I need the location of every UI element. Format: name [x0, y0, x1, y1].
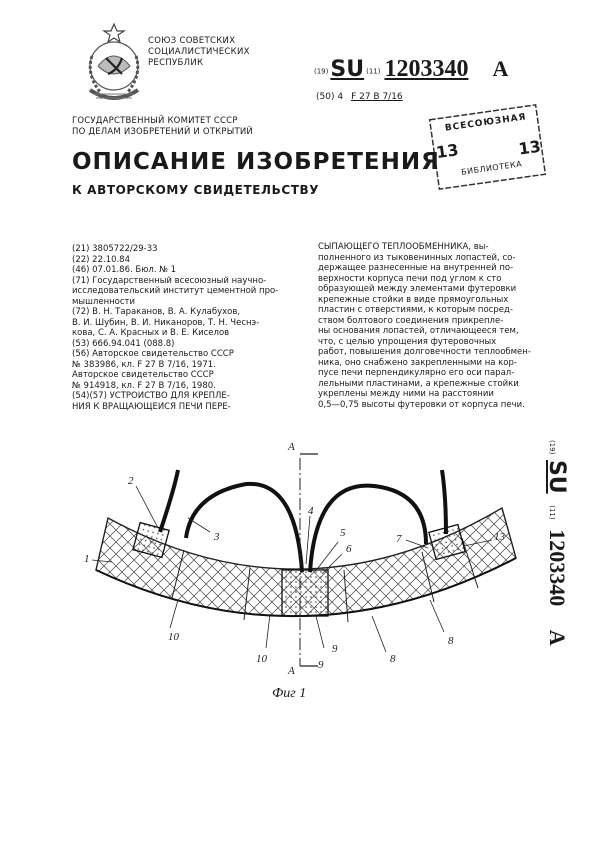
biblio-line: исследовательский институт цементной про-: [72, 286, 279, 296]
pub-mid: (11): [366, 67, 381, 76]
vertical-mid: (11): [548, 505, 556, 520]
vertical-number: 1203340: [545, 529, 570, 607]
biblio-line: НИЯ К ВРАЩАЮЩЕЙСЯ ПЕЧИ ПЕРЕ-: [72, 401, 231, 412]
country-line: СОЮЗ СОВЕТСКИХ: [148, 36, 236, 46]
vertical-prefix: (19): [548, 440, 556, 455]
publication-number: [314, 56, 508, 83]
abstract-text: [318, 242, 552, 410]
biblio-line: В. И. Шубин, В. И. Никаноров, Т. Н. Чеснэ-: [72, 317, 260, 328]
committee-line: ГОСУДАРСТВЕННЫЙ КОМИТЕТ СССР: [72, 116, 238, 126]
abstract-line: 0,5—0,75 высоты футеровки от корпуса печи.: [318, 399, 525, 410]
part-label: 10: [256, 653, 267, 665]
biblio-line: № 383986, кл. F 27 B 7/16, 1971.: [72, 359, 216, 370]
part-label: 5: [340, 527, 346, 539]
technical-drawing: [74, 440, 534, 710]
mount-block-center: [282, 570, 328, 616]
biblio-line: мышленности: [72, 296, 136, 307]
ipc-class: F 27 B 7/16: [351, 92, 403, 102]
biblio-line: Авторское свидетельство СССР: [72, 370, 214, 380]
abstract-line: что, с целью упрощения футеровочных: [318, 336, 497, 347]
document-subtitle: К АВТОРСКОМУ СВИДЕТЕЛЬСТВУ: [72, 183, 320, 197]
stamp-line-2: БИБЛИОТЕКА: [460, 159, 523, 177]
ipc-code: (50) 4: [316, 92, 344, 102]
biblio-line: (72) В. Н. Тараканов, В. А. Кулабухов,: [72, 307, 241, 317]
biblio-line: (21) 3805722/29-33: [72, 244, 158, 254]
abstract-line: ны основания лопастей, отличающееся тем,: [318, 326, 519, 336]
part-label: 13: [494, 531, 505, 543]
abstract-line: лельными пластинами, а крепежные стойки: [318, 378, 519, 389]
biblio-line: (71) Государственный всесоюзный научно-: [72, 275, 267, 286]
part-label: 6: [346, 543, 352, 555]
stamp-left-number: 13: [434, 140, 460, 163]
abstract-line: укреплены между ними на расстоянии: [318, 389, 494, 399]
ipc-line: [316, 92, 411, 102]
abstract-line: верхности корпуса печи под углом к сто: [318, 273, 502, 284]
stamp-line-1: ВСЕСОЮЗНАЯ: [444, 112, 528, 134]
part-label: 1: [84, 553, 90, 565]
part-label: 10: [168, 631, 179, 643]
abstract-line: пусе печи перпендикулярно его оси парал-: [318, 368, 515, 378]
committee-block: [72, 116, 253, 138]
pub-code: SU: [330, 57, 365, 82]
part-label: 8: [390, 653, 396, 665]
country-line: РЕСПУБЛИК: [148, 58, 204, 68]
abstract-line: работ, повышения долговечности теплообмен-: [318, 347, 531, 357]
bibliographic-data: [72, 244, 312, 412]
biblio-line: № 914918, кл. F 27 B 7/16, 1980.: [72, 380, 216, 391]
abstract-line: СЫПАЮЩЕГО ТЕПЛООБМЕННИКА, вы-: [318, 242, 489, 252]
vertical-publication-number: [532, 440, 572, 650]
abstract-line: ством болтового соединения прикрепле-: [318, 315, 504, 326]
document-title: ОПИСАНИЕ ИЗОБРЕТЕНИЯ: [72, 149, 440, 175]
part-label: 9: [318, 659, 324, 671]
abstract-line: крепежные стойки в виде прямоугольных: [318, 294, 509, 305]
pub-number: 1203340: [384, 56, 469, 82]
biblio-line: (53) 666.94.041 (088.8): [72, 338, 175, 349]
part-label: 3: [214, 531, 220, 543]
part-label: 2: [128, 475, 134, 487]
pub-prefix: (19): [314, 67, 329, 76]
abstract-line: ника, оно снабжено закрепленными на кор-: [318, 357, 517, 368]
section-mark-top: А: [288, 441, 295, 453]
abstract-line: пластин с отверстиями, к которым посред-: [318, 305, 513, 315]
country-line: СОЦИАЛИСТИЧЕСКИХ: [148, 47, 250, 57]
biblio-line: (54)(57) УСТРОЙСТВО ДЛЯ КРЕПЛЕ-: [72, 391, 230, 401]
section-mark-bottom: А: [288, 665, 295, 677]
abstract-line: полненного из тыковенинных лопастей, со-: [318, 252, 516, 263]
abstract-line: держащее разнесенные на внутренней по-: [318, 263, 514, 273]
vertical-kind: A: [545, 629, 570, 646]
ussr-emblem-icon: [78, 22, 150, 110]
blade-right-outer: [442, 470, 446, 534]
pub-kind: A: [492, 56, 509, 81]
part-label: 8: [448, 635, 454, 647]
committee-line: ПО ДЕЛАМ ИЗОБРЕТЕНИЙ И ОТКРЫТИЙ: [72, 127, 253, 137]
abstract-line: образующей между элементами футеровки: [318, 284, 517, 294]
biblio-line: (46) 07.01.86. Бюл. № 1: [72, 265, 177, 275]
biblio-line: (22) 22.10.84: [72, 254, 131, 265]
biblio-line: кова, С. А. Красных и В. Е. Киселов: [72, 328, 230, 338]
part-label: 7: [396, 533, 402, 545]
part-label: 9: [332, 643, 338, 655]
figure-caption: Фиг 1: [272, 686, 307, 701]
country-block: [148, 36, 250, 69]
library-stamp: [425, 100, 550, 193]
biblio-line: (56) Авторское свидетельство СССР: [72, 349, 234, 359]
stamp-right-number: 13: [517, 136, 542, 159]
part-label: 4: [308, 505, 314, 517]
blade-left-outer: [160, 470, 178, 532]
vertical-code: SU: [544, 459, 569, 494]
